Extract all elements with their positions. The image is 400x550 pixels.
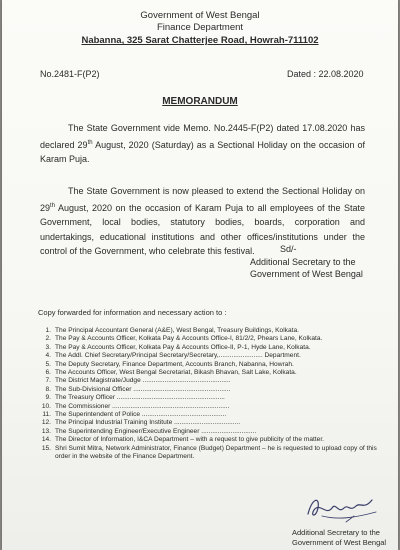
list-item-number: 8. <box>45 385 51 393</box>
copy-list <box>36 327 398 462</box>
paragraph-2-start: The State Government is now pleased to extend the Sectional Holiday on 29 <box>40 186 365 213</box>
signature-block <box>250 243 363 281</box>
list-item-number: 14. <box>41 436 51 444</box>
list-item-text: The Deputy Secretary, Finance Department, Accounts Branch, Nabanna, Howrah. <box>55 360 294 368</box>
list-item-text: The Commissioner ................................................................ <box>55 402 230 410</box>
list-item-text: The Superintending Engineer/Executive Engineer .............................. <box>55 427 257 435</box>
signatory-title-line1: Additional Secretary to the <box>250 256 356 267</box>
list-item-text: The Sub-Divisional Officer ..................................................... <box>55 385 231 393</box>
list-item-number: 3. <box>45 343 51 351</box>
list-item-number: 11. <box>42 411 51 419</box>
header-address: Nabanna, 325 Sarat Chatterjee Road, Howrah-711102 <box>81 35 319 46</box>
list-item-number: 13. <box>41 427 51 435</box>
list-item <box>36 394 398 402</box>
memo-number: No.2481-F(P2) <box>40 69 100 79</box>
list-item-text: The District Magistrate/Judge ................................................ <box>55 377 231 385</box>
list-item-text: The Principal Industrial Training Institute .................................... <box>55 419 241 427</box>
list-item <box>36 428 398 436</box>
list-item-text: The Pay & Accounts Officer, Kolkata Pay & Accounts Office-I, 81/2/2, Phears Lane, Kolkata. <box>55 335 323 343</box>
paragraph-2-superscript: th <box>50 202 56 209</box>
list-item-number: 10. <box>41 402 51 410</box>
paragraph-1 <box>40 121 365 167</box>
signatory-2-title-line1: Additional Secretary to the <box>292 528 380 537</box>
memo-title: MEMORANDUM <box>162 96 238 107</box>
paragraph-1-superscript: th <box>87 139 93 146</box>
paragraph-1-end: August, 2020 (Saturday) as a Sectional Holiday on the occasion of Karam Puja. <box>40 139 365 164</box>
list-item-number: 6. <box>45 369 51 377</box>
list-item <box>36 369 398 377</box>
list-item <box>36 377 398 385</box>
list-item <box>36 335 398 343</box>
list-item <box>36 327 398 335</box>
list-item-text: The Superintendent of Police .............................................. <box>55 411 227 419</box>
signatory-title-line2: Government of West Bengal <box>250 269 363 279</box>
list-item-number: 15. <box>41 444 51 452</box>
header-government: Government of West Bengal <box>140 10 260 21</box>
list-item <box>36 352 398 360</box>
list-item-number: 1. <box>45 327 51 334</box>
signature-block-2 <box>292 528 386 547</box>
list-item <box>36 361 398 369</box>
list-item <box>36 436 398 444</box>
list-item <box>36 419 398 427</box>
list-item <box>36 445 398 462</box>
paragraph-1-start: The State Government vide Memo. No.2445-F(P2) dated 17.08.2020 has declared 29 <box>40 123 365 150</box>
list-item-text: The Pay & Accounts Officer, Kolkata Pay & Accounts Office-II, P-1, Hyde Lane, Kolkata. <box>55 343 311 351</box>
list-item <box>36 403 398 411</box>
sd-mark: Sd/- <box>280 244 297 254</box>
list-item-number: 12. <box>41 419 51 427</box>
list-item <box>36 344 398 352</box>
memo-date: Dated : 22.08.2020 <box>287 69 364 79</box>
list-item-text: The Addl. Chief Secretary/Principal Secretary/Secretary,........................ Department. <box>55 352 301 360</box>
memo-page <box>2 0 398 550</box>
signatory-2-title-line2: Government of West Bengal <box>292 537 387 547</box>
list-item-text: The Director of Information, I&CA Department – with a request to give publicity of the matter. <box>55 436 325 444</box>
list-item-number: 4. <box>45 352 51 360</box>
list-item-text: Shri Sumit Mitra, Network Administrator, Finance (Budget) Department – he is requested to upload copy of this order in the website of the Finance Department. <box>55 444 377 461</box>
handwritten-signature <box>302 486 382 526</box>
copy-forwarded-intro: Copy forwarded for information and necessary action to : <box>38 308 227 317</box>
list-item <box>36 386 398 394</box>
list-item-text: The Principal Accountant General (A&E), West Bengal, Treasury Buildings, Kolkata. <box>55 327 299 334</box>
list-item <box>36 411 398 419</box>
paragraph-2-end: August, 2020 on the occasion of Karam Puja to all employees of the State Government, local bodies, statutory bodies, boards, corporation and undertakings, educational institutions and other offices/institutions under the control of the Government, who celebrate this festival. <box>40 202 365 256</box>
list-item-number: 7. <box>45 377 51 385</box>
list-item-number: 2. <box>45 335 51 343</box>
list-item-text: The Treasury Officer ........................................................... <box>55 394 225 402</box>
header-department: Finance Department <box>156 22 244 33</box>
list-item-text: The Accounts Officer, West Bengal Secretariat, Bikash Bhavan, Salt Lake, Kolkata. <box>55 369 297 377</box>
list-item-number: 5. <box>45 360 51 368</box>
list-item-number: 9. <box>45 394 51 402</box>
